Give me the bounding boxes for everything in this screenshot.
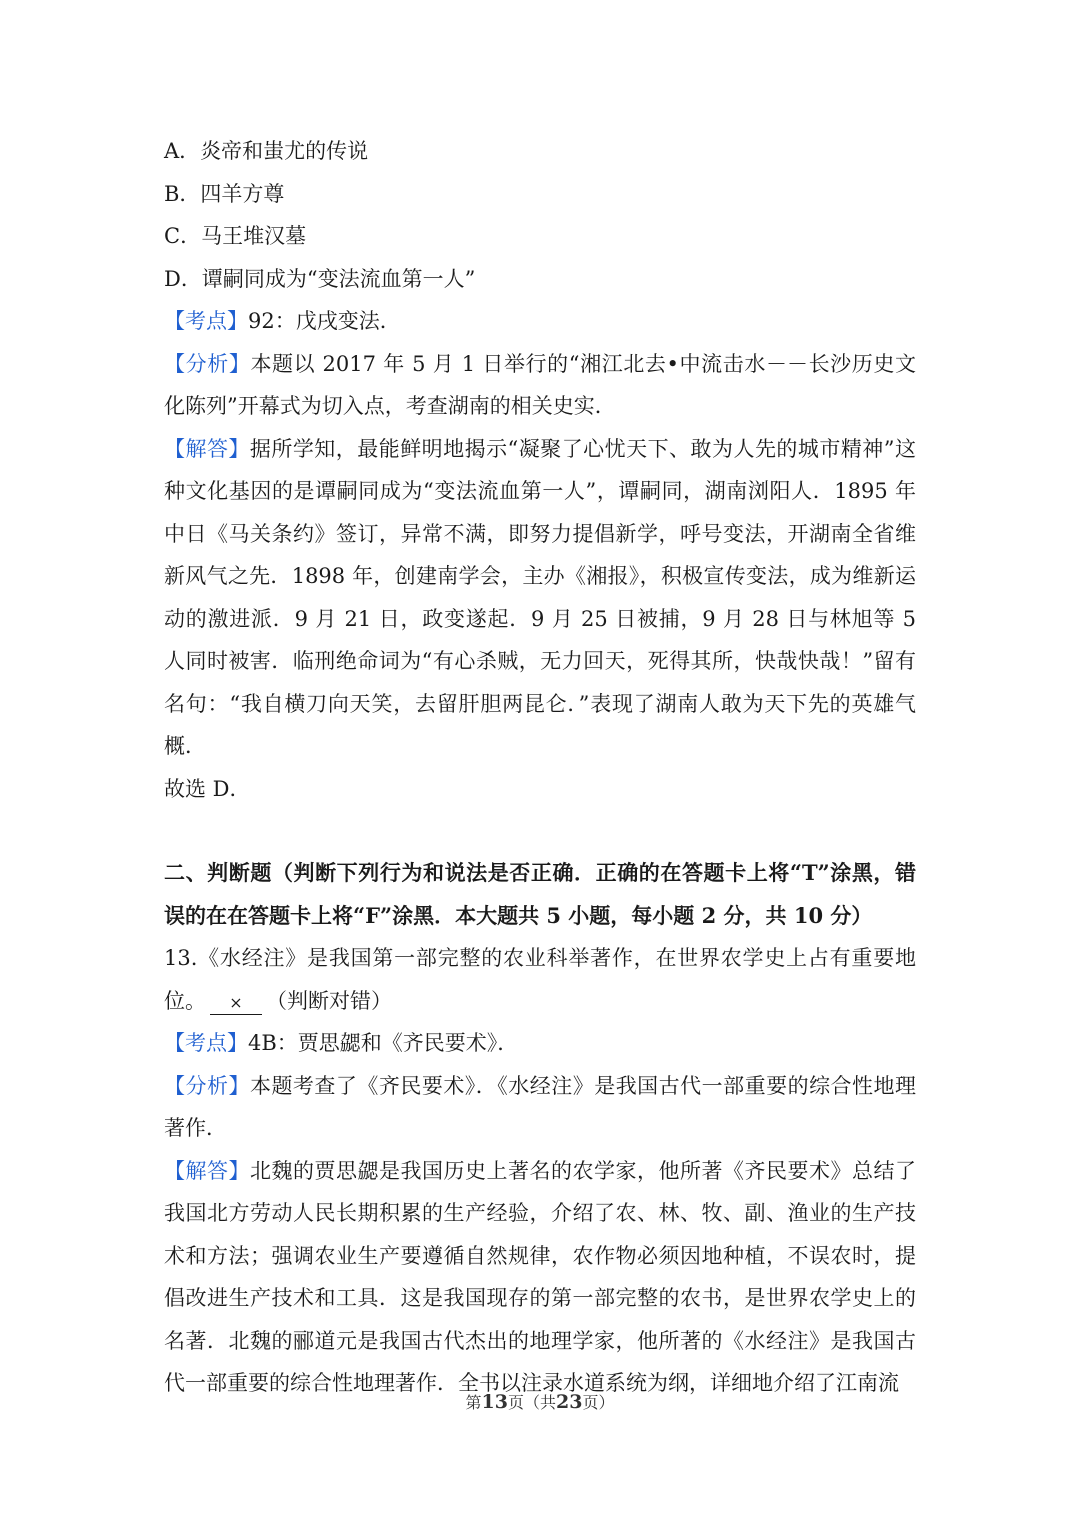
q13-fenxi bbox=[164, 1065, 916, 1150]
q13-kaodian bbox=[164, 1022, 916, 1065]
q12-fenxi bbox=[164, 343, 916, 428]
jieda-tag: 【解答】 bbox=[164, 436, 250, 461]
fenxi-text: 本题以 2017 年 5 月 1 日举行的“湘江北去•中流击水－－长沙历史文化陈列”开幕式为切入点，考查湖南的相关史实． bbox=[164, 351, 917, 418]
footer-prefix: 第 bbox=[465, 1393, 482, 1412]
q13-jieda bbox=[164, 1150, 916, 1405]
kaodian-tag: 【考点】 bbox=[164, 1031, 248, 1055]
fenxi-text: 本题考查了《齐民要术》．《水经注》是我国古代一部重要的综合性地理著作． bbox=[164, 1073, 917, 1140]
footer-suffix: 页） bbox=[582, 1393, 615, 1412]
q12-answer: 故选 D． bbox=[164, 776, 251, 801]
q13-stem bbox=[164, 937, 916, 1022]
option-a: A．炎帝和蚩尤的传说 bbox=[164, 139, 369, 163]
jieda-text: 北魏的贾思勰是我国历史上著名的农学家，他所著《齐民要术》总结了我国北方劳动人民长期积累的生产经验，介绍了农、林、牧、副、渔业的生产技术和方法；强调农业生产要遵循自然规律，农作物必须因地种植，不误农时，提倡改进生产技术和工具．这是我国现存的第一部完整的农书，是世界农学史上的名著．北魏的郦道元是我国古代杰出的地理学家，他所著的《水经注》是我国古代一部重要的综合性地理著作．全书以注录水道系统为纲，详细地介绍了江南流 bbox=[164, 1158, 916, 1395]
option-c: C．马王堆汉墓 bbox=[164, 224, 307, 248]
page-content bbox=[164, 130, 916, 1405]
option-d: D．谭嗣同成为“变法流血第一人” bbox=[164, 266, 476, 291]
fenxi-tag: 【分析】 bbox=[164, 351, 251, 376]
q12-jieda bbox=[164, 428, 916, 768]
q13-answer-blank: × bbox=[210, 992, 262, 1015]
jieda-tag: 【解答】 bbox=[164, 1158, 250, 1183]
kaodian-tag: 【考点】 bbox=[164, 309, 248, 333]
q13-stem-after: （判断对错） bbox=[266, 988, 392, 1013]
q13-stem-before: 13.《水经注》是我国第一部完整的农业科举著作，在世界农学史上占有重要地位。 bbox=[164, 946, 916, 1013]
kaodian-text: 4B：贾思勰和《齐民要术》． bbox=[248, 1031, 519, 1055]
option-b: B．四羊方尊 bbox=[164, 181, 285, 206]
fenxi-tag: 【分析】 bbox=[164, 1073, 250, 1098]
jieda-text: 据所学知，最能鲜明地揭示“凝聚了心忧天下、敢为人先的城市精神”这种文化基因的是谭嗣同成为“变法流血第一人”，谭嗣同，湖南浏阳人．1895 年中日《马关条约》签订，异常不满，即努力提倡新学，呼号变法，开湖南全省维新风气之先．1898 年，创建南学会，主办《湘报》，积极宣传变法，成为维新运动的激进派．9 月 21 日，政变遂起．9 月 25 日被捕，9 月 28 日与林旭等 5 人同时被害．临刑绝命词为“有心杀贼，无力回天，死得其所，快哉快哉！”留有名句：“我自横刀向天笑，去留肝胆两昆仑．”表现了湖南人敢为天下先的英雄气概． bbox=[164, 436, 916, 758]
kaodian-text: 92：戊戌变法． bbox=[248, 309, 401, 333]
footer-middle: 页（共 bbox=[507, 1393, 556, 1412]
footer-page-number: 13 bbox=[481, 1391, 508, 1413]
page-footer bbox=[0, 1390, 1080, 1413]
q12-kaodian bbox=[164, 300, 916, 343]
section-2-title: 二、判断题（判断下列行为和说法是否正确．正确的在答题卡上将“T”涂黑，错误的在在答题卡上将“F”涂黑．本大题共 5 小题，每小题 2 分，共 10 分） bbox=[164, 860, 916, 928]
footer-total-pages: 23 bbox=[556, 1391, 583, 1413]
